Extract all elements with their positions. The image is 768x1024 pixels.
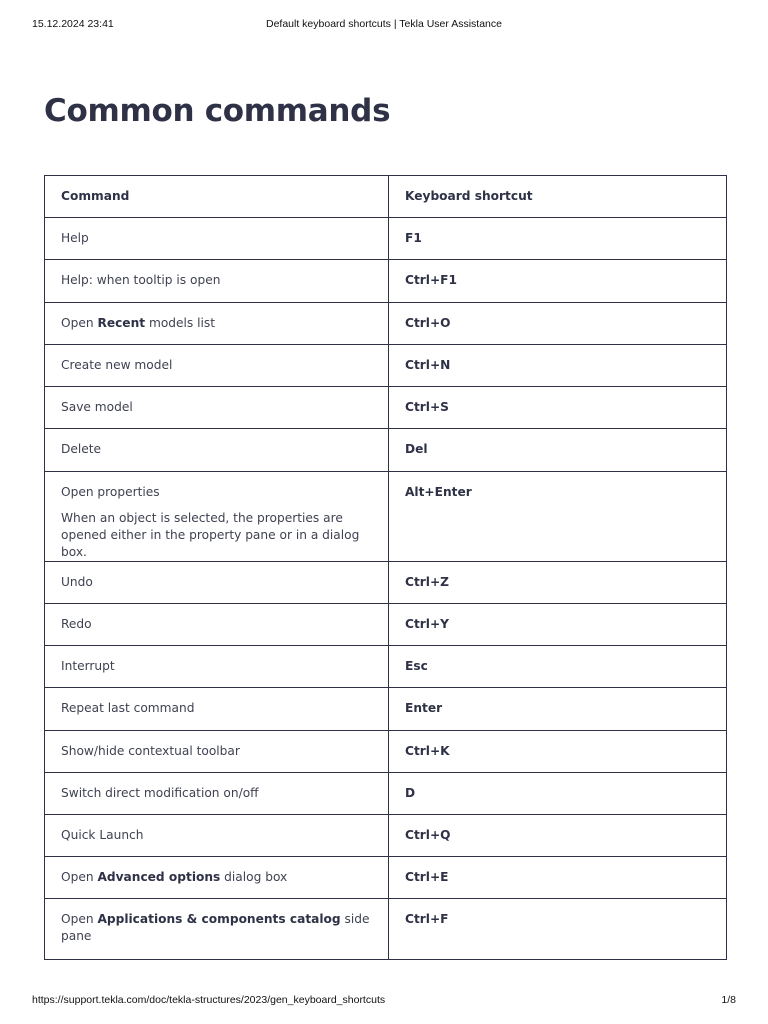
page-title: Common commands [44, 93, 391, 129]
table-row [45, 815, 727, 857]
shortcut-cell: Ctrl+E [389, 857, 727, 899]
command-note: When an object is selected, the properties are opened either in the property pane or in a dialog box. [61, 511, 360, 559]
shortcut-cell: Ctrl+Y [389, 604, 727, 646]
shortcuts-table [44, 175, 727, 960]
table-row [45, 731, 727, 773]
command-cell: Create new model [45, 345, 389, 387]
command-text-pre: Open [61, 870, 98, 884]
command-cell: Save model [45, 387, 389, 429]
print-header [32, 18, 736, 32]
table-row [45, 303, 727, 345]
shortcut-cell: Del [389, 429, 727, 472]
table-row [45, 260, 727, 303]
command-cell: Undo [45, 562, 389, 604]
shortcut-cell: Esc [389, 646, 727, 688]
command-text: Open properties [61, 485, 160, 499]
command-text-bold: Advanced options [97, 870, 221, 884]
shortcut-cell: Alt+Enter [389, 472, 727, 562]
shortcut-cell: Ctrl+O [389, 303, 727, 345]
table-row [45, 429, 727, 472]
table-header-row [45, 176, 727, 218]
command-text-post: dialog box [220, 870, 288, 884]
command-cell: Repeat last command [45, 688, 389, 731]
command-text-pre: Open [61, 316, 98, 330]
command-cell: Quick Launch [45, 815, 389, 857]
command-cell: Redo [45, 604, 389, 646]
print-date: 15.12.2024 23:41 [32, 18, 114, 30]
shortcut-cell: Ctrl+N [389, 345, 727, 387]
print-url: https://support.tekla.com/doc/tekla-structures/2023/gen_keyboard_shortcuts [32, 994, 386, 1006]
command-text-bold: Applications & components catalog [97, 912, 341, 926]
shortcut-cell: Enter [389, 688, 727, 731]
command-cell [45, 857, 389, 899]
table-row [45, 387, 727, 429]
shortcut-cell: Ctrl+F [389, 899, 727, 960]
shortcut-cell: D [389, 773, 727, 815]
command-cell: Show/hide contextual toolbar [45, 731, 389, 773]
command-cell [45, 472, 389, 562]
command-cell [45, 303, 389, 345]
table-row [45, 688, 727, 731]
shortcut-cell: Ctrl+Q [389, 815, 727, 857]
command-text-post: models list [145, 316, 216, 330]
command-cell: Interrupt [45, 646, 389, 688]
command-text-post: side pane [61, 912, 370, 943]
shortcut-cell: Ctrl+Z [389, 562, 727, 604]
table-row [45, 646, 727, 688]
table-row [45, 773, 727, 815]
command-cell [45, 899, 389, 960]
table-row [45, 604, 727, 646]
shortcut-cell: Ctrl+F1 [389, 260, 727, 303]
table-row [45, 345, 727, 387]
command-cell: Help: when tooltip is open [45, 260, 389, 303]
command-cell: Switch direct modification on/off [45, 773, 389, 815]
command-text-bold: Recent [97, 316, 146, 330]
print-footer [32, 994, 736, 1008]
shortcut-cell: F1 [389, 218, 727, 260]
column-header-shortcut: Keyboard shortcut [389, 176, 727, 218]
table-row [45, 218, 727, 260]
column-header-command: Command [45, 176, 389, 218]
table-row [45, 472, 727, 562]
shortcut-cell: Ctrl+S [389, 387, 727, 429]
print-page-number: 1/8 [721, 994, 736, 1006]
print-page-title: Default keyboard shortcuts | Tekla User Assistance [266, 18, 502, 30]
table-row [45, 899, 727, 960]
command-cell: Delete [45, 429, 389, 472]
command-text-pre: Open [61, 912, 98, 926]
table-row [45, 857, 727, 899]
command-cell: Help [45, 218, 389, 260]
shortcut-cell: Ctrl+K [389, 731, 727, 773]
table-row [45, 562, 727, 604]
